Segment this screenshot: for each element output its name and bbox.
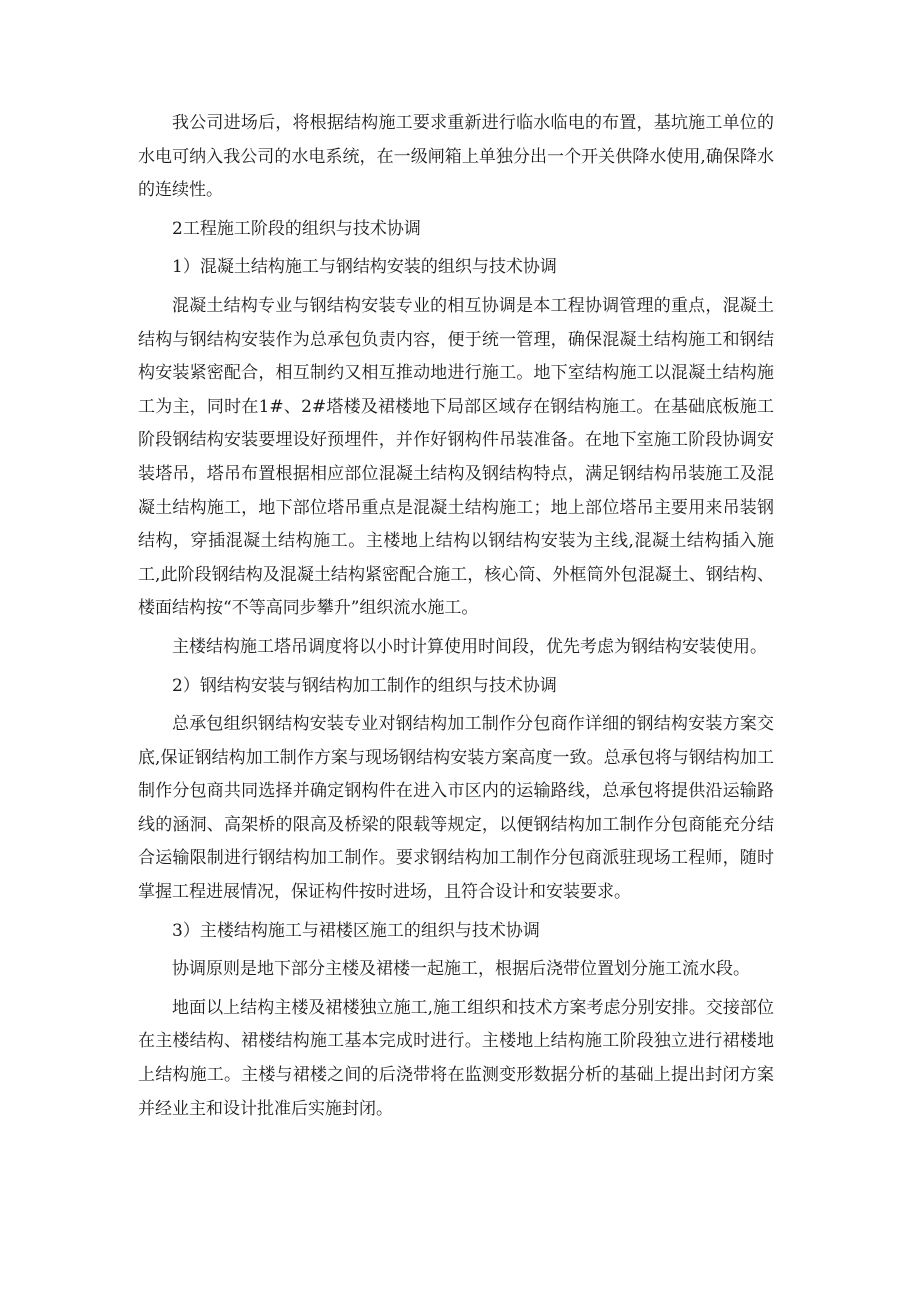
subheading-steel-fabrication: 2）钢结构安装与钢结构加工制作的组织与技术协调: [172, 675, 557, 696]
section-heading-coordination: 2工程施工阶段的组织与技术协调: [172, 218, 421, 239]
paragraph-concrete-steel: 混凝土结构专业与钢结构安装专业的相互协调是本工程协调管理的重点，混凝土结构与钢结构安装作为总承包负责内容，便于统一管理，确保混凝土结构施工和钢结构安装紧密配合，相互制约又相互推动地进行施工。地下室结构施工以混凝土结构施工为主，同时在1#、2#塔楼及裙楼地下局部区域存在钢结构施工。在基础底板施工阶段钢结构安装要埋设好预埋件，并作好钢构件吊装准备。在地下室施工阶段协调安装塔吊，塔吊布置根据相应部位混凝土结构及钢结构特点，满足钢结构吊装施工及混凝土结构施工，地下部位塔吊重点是混凝土结构施工；地上部位塔吊主要用来吊装钢结构，穿插混凝土结构施工。主楼地上结构以钢结构安装为主线,混凝土结构插入施工,此阶段钢结构及混凝土结构紧密配合施工，核心筒、外框筒外包混凝土、钢结构、楼面结构按“不等高同步攀升”组织流水施工。: [138, 295, 774, 619]
paragraph-coordination-principle: 协调原则是地下部分主楼及裙楼一起施工，根据后浇带位置划分施工流水段。: [172, 959, 750, 980]
paragraph-above-ground: 地面以上结构主楼及裙楼独立施工,施工组织和技术方案考虑分别安排。交接部位在主楼结构、裙楼结构施工基本完成时进行。主楼地上结构施工阶段独立进行裙楼地上结构施工。主楼与裙楼之间的后浇带将在监测变形数据分析的基础上提出封闭方案并经业主和设计批准后实施封闭。: [138, 997, 774, 1119]
paragraph-steel-fabrication: 总承包组织钢结构安装专业对钢结构加工制作分包商作详细的钢结构安装方案交底,保证钢结构加工制作方案与现场钢结构安装方案高度一致。总承包将与钢结构加工制作分包商共同选择并确定钢构件在进入市区内的运输路线，总承包将提供沿运输路线的涵洞、高架桥的限高及桥梁的限载等规定，以便钢结构加工制作分包商能充分结合运输限制进行钢结构加工制作。要求钢结构加工制作分包商派驻现场工程师，随时掌握工程进展情况，保证构件按时进场，且符合设计和安装要求。: [138, 714, 774, 903]
subheading-main-podium: 3）主楼结构施工与裙楼区施工的组织与技术协调: [172, 920, 540, 941]
document-body: [138, 107, 774, 1126]
subheading-concrete-steel: 1）混凝土结构施工与钢结构安装的组织与技术协调: [172, 257, 557, 278]
paragraph-water-electric: 我公司进场后，将根据结构施工要求重新进行临水临电的布置，基坑施工单位的水电可纳入我公司的水电系统，在一级闸箱上单独分出一个开关供降水使用,确保降水的连续性。: [138, 113, 774, 201]
paragraph-crane-schedule: 主楼结构施工塔吊调度将以小时计算使用时间段，优先考虑为钢结构安装使用。: [172, 636, 767, 657]
